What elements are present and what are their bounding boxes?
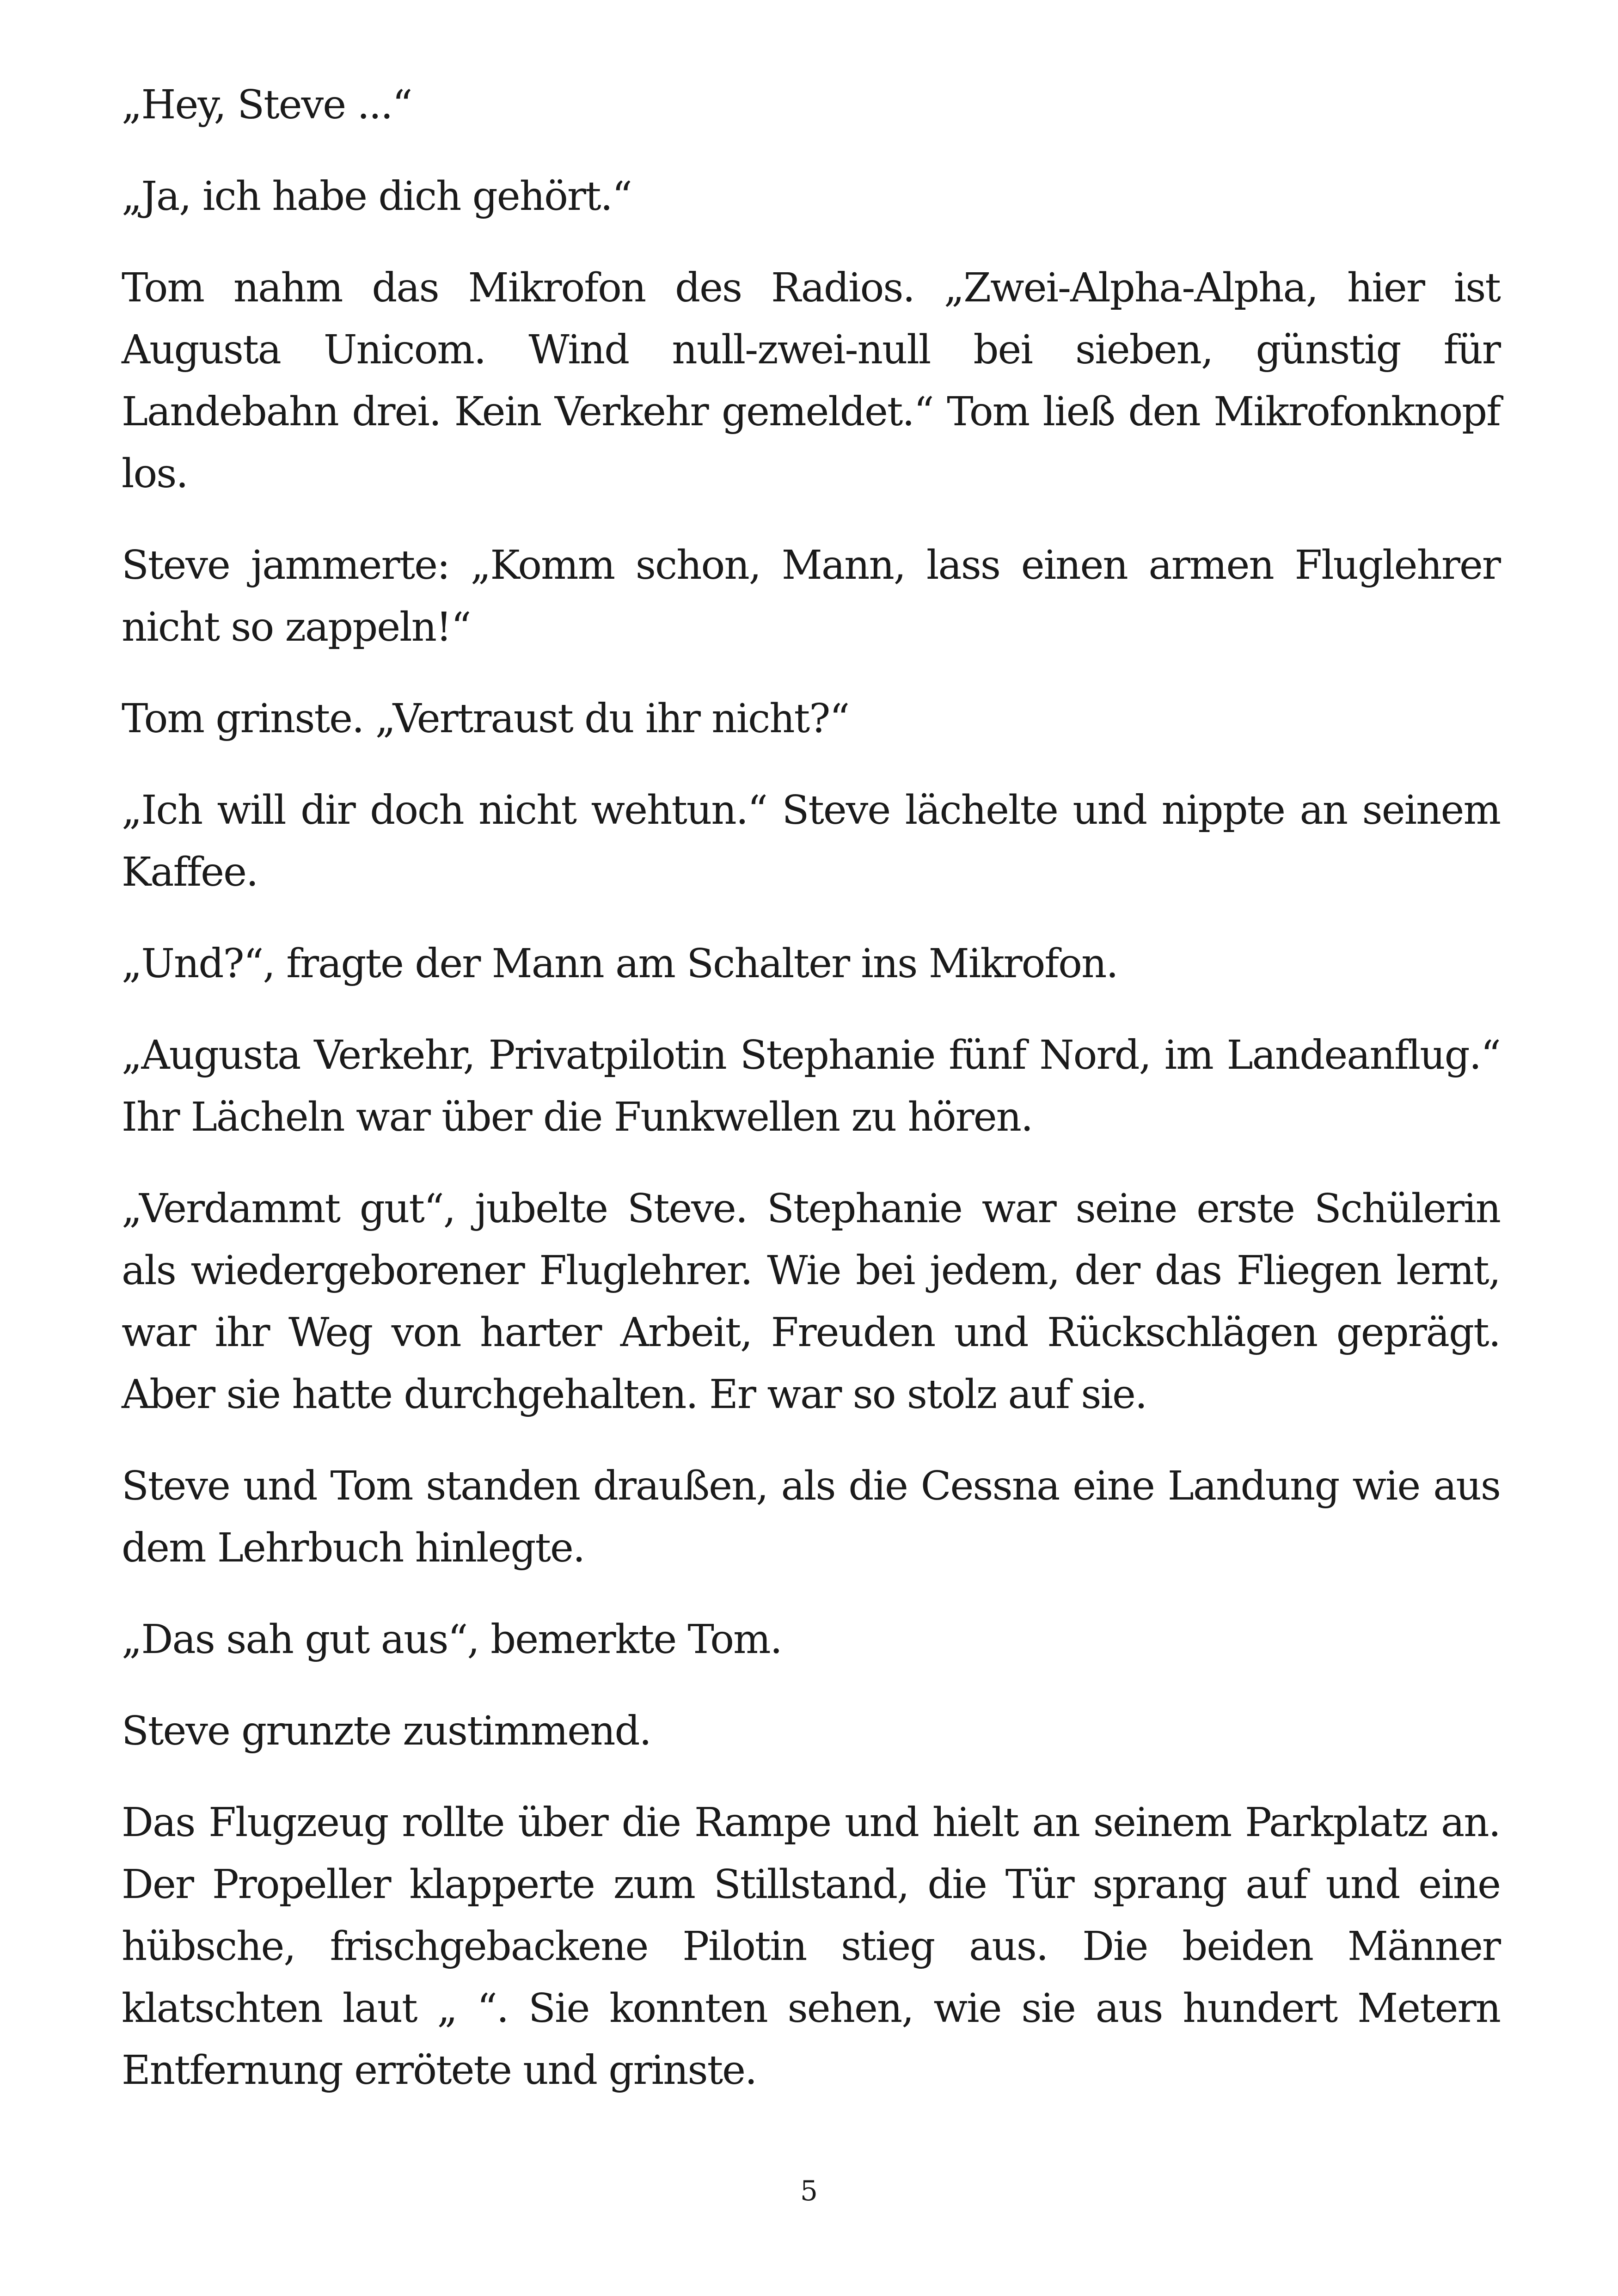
paragraph: Steve grunzte zustimmend. <box>122 1708 651 1754</box>
paragraph: „Augusta Verkehr, Privatpilotin Stephanie fünf Nord, im Landeanflug.“ Ihr Lächeln war über die Funkwellen zu hören. <box>122 1032 1500 1140</box>
paragraph: „Das sah gut aus“, bemerkte Tom. <box>122 1616 782 1663</box>
paragraph: „Hey, Steve ...“ <box>122 82 412 128</box>
paragraph: „Verdammt gut“, jubelte Steve. Stephanie war seine erste Schülerin als wiedergeborener Fluglehrer. Wie bei jedem, der das Fliegen lernt, war ihr Weg von harter Arbeit, Freuden und Rückschlägen geprägt. Aber sie hatte durchgehalten. Er war so stolz auf sie. <box>122 1186 1500 1418</box>
paragraph: Tom grinste. „Vertraust du ihr nicht?“ <box>122 696 849 742</box>
paragraph: Steve und Tom standen draußen, als die Cessna eine Landung wie aus dem Lehrbuch hinlegte. <box>122 1463 1500 1571</box>
paragraph: „Und?“, fragte der Mann am Schalter ins Mikrofon. <box>122 941 1118 987</box>
paragraph: Das Flugzeug rollte über die Rampe und hielt an seinem Parkplatz an. Der Propeller klapperte zum Stillstand, die Tür sprang auf und eine hübsche, frischgebackene Pilotin stieg aus. Die beiden Männer klatschten laut „ “. Sie konnten sehen, wie sie aus hundert Metern Entfernung errötete und grinste. <box>122 1800 1500 2094</box>
paragraph: „Ja, ich habe dich gehört.“ <box>122 173 631 220</box>
paragraph: Tom nahm das Mikrofon des Radios. „Zwei-Alpha-Alpha, hier ist Augusta Unicom. Wind null-zwei-null bei sieben, günstig für Landebahn drei. Kein Verkehr gemeldet.“ Tom ließ den Mikrofonknopf los. <box>122 265 1500 497</box>
body-text <box>122 74 1500 2131</box>
page-number: 5 <box>800 2175 818 2207</box>
paragraph: Steve jammerte: „Komm schon, Mann, lass einen armen Fluglehrer nicht so zappeln!“ <box>122 542 1500 650</box>
paragraph: „Ich will dir doch nicht wehtun.“ Steve lächelte und nippte an seinem Kaffee. <box>122 787 1500 895</box>
